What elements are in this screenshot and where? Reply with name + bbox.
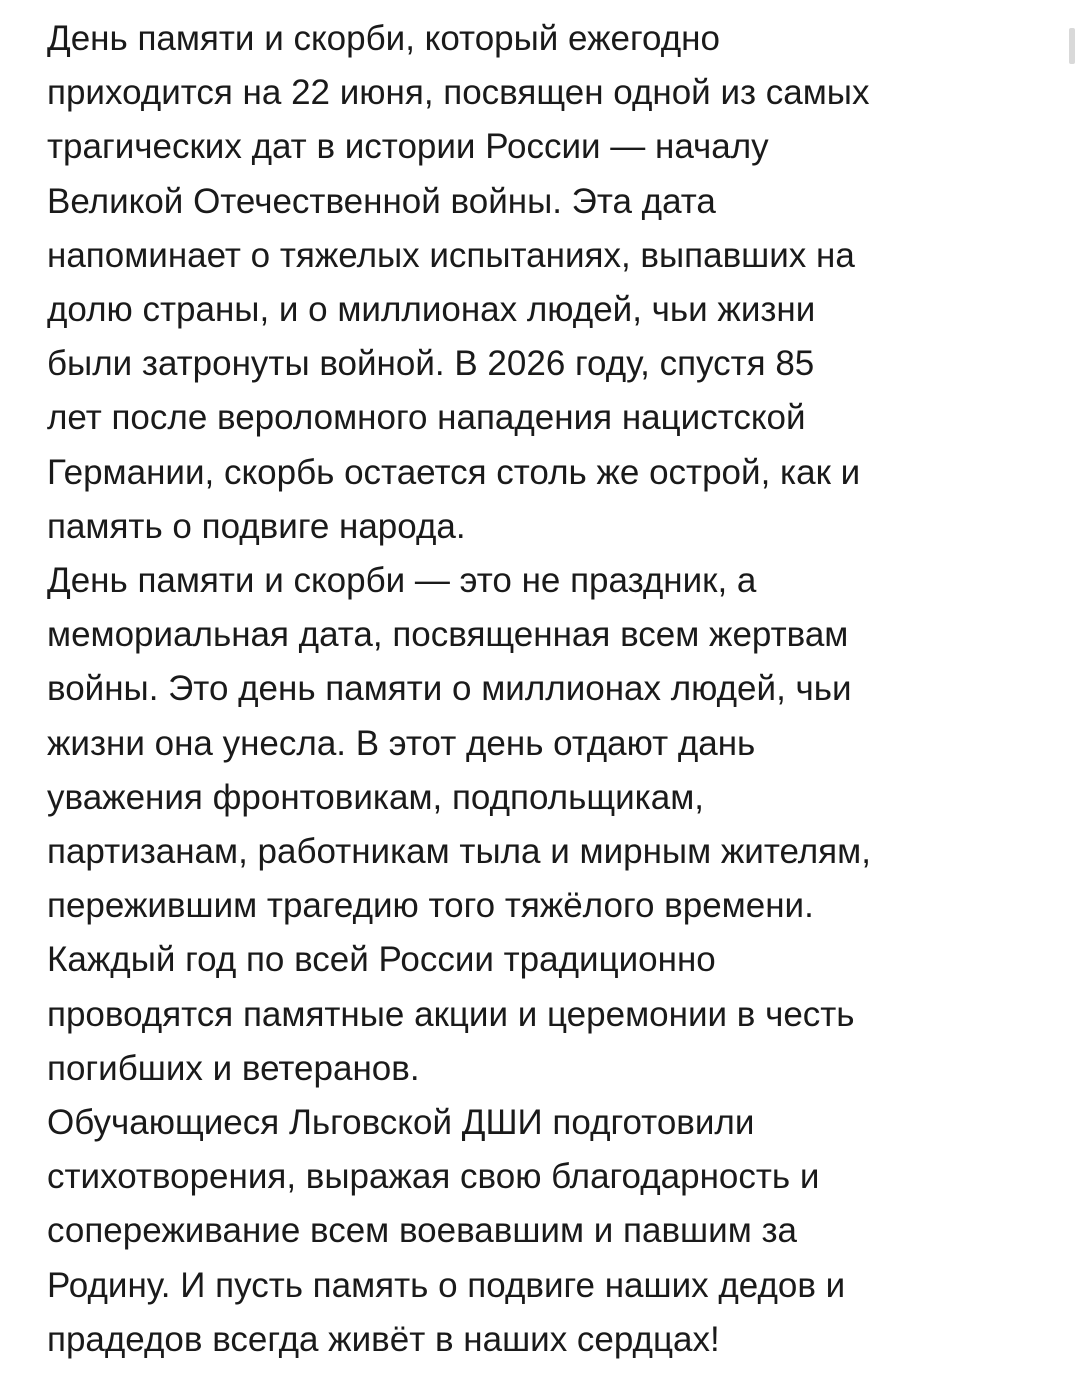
scrollbar-thumb[interactable] <box>1069 28 1075 64</box>
post-line: трагических дат в истории России — началу <box>47 127 769 167</box>
post-line: прадедов всегда живёт в наших сердцах! <box>47 1319 720 1359</box>
post-line: жизни она унесла. В этот день отдают дань <box>47 723 756 763</box>
post-line: долю страны, и о миллионах людей, чьи жизни <box>47 290 816 330</box>
post-line: День памяти и скорби, который ежегодно <box>47 19 720 58</box>
post-line: проводятся памятные акции и церемонии в честь <box>47 994 855 1034</box>
post-line: память о подвиге народа. <box>47 506 466 546</box>
post-line: Родину. И пусть память о подвиге наших дедов и <box>47 1265 846 1305</box>
post-text <box>47 12 1047 1367</box>
post-line: пережившим трагедию того тяжёлого времени. <box>47 886 814 926</box>
post-line: партизанам, работникам тыла и мирным жителям, <box>47 832 871 872</box>
post-line: лет после вероломного нападения нацистской <box>47 398 806 438</box>
post-line: стихотворения, выражая свою благодарность и <box>47 1157 820 1197</box>
post-line: Обучающиеся Льговской ДШИ подготовили <box>47 1103 755 1143</box>
post-line: уважения фронтовикам, подпольщикам, <box>47 777 705 817</box>
post-line: Каждый год по всей России традиционно <box>47 940 716 980</box>
post-line: мемориальная дата, посвященная всем жертвам <box>47 615 849 655</box>
post-line: были затронуты войной. В 2026 году, спустя 85 <box>47 344 815 384</box>
post-line: погибших и ветеранов. <box>47 1048 420 1088</box>
post-line: Великой Отечественной войны. Эта дата <box>47 181 716 221</box>
post-line: напоминает о тяжелых испытаниях, выпавших на <box>47 235 855 275</box>
post-line: сопереживание всем воевавшим и павшим за <box>47 1211 797 1251</box>
post-line: приходится на 22 июня, посвящен одной из самых <box>47 73 870 113</box>
post-line: Германии, скорбь остается столь же острой, как и <box>47 452 861 492</box>
post-line: День памяти и скорби — это не праздник, а <box>47 561 757 601</box>
post-line: войны. Это день памяти о миллионах людей, чьи <box>47 669 852 709</box>
